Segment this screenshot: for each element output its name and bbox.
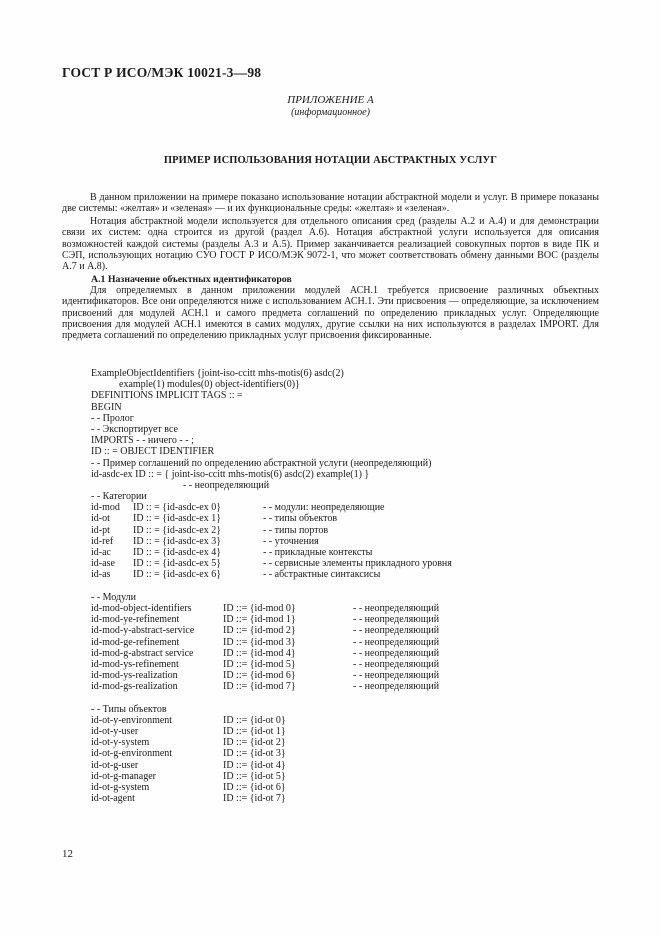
identifier-definition: ID ::= {id-mod 7} (223, 681, 296, 693)
identifier-name: id-mod (91, 502, 120, 514)
code-line: BEGIN (91, 401, 122, 413)
identifier-definition: ID ::= {id-mod 2} (223, 625, 296, 637)
identifier-name: id-ot-g-user (91, 759, 139, 771)
identifier-name: id-ot-g-system (91, 781, 150, 793)
identifier-comment: - - неопределяющий (353, 602, 440, 614)
identifier-comment: - - неопределяющий (353, 681, 440, 693)
identifier-definition: ID ::= {id-ot 4} (223, 759, 286, 771)
identifier-name: id-ac (91, 547, 111, 558)
identifier-name: id-pt (91, 524, 110, 536)
identifier-definition: ID ::= {id-mod 6} (223, 670, 296, 682)
object-type-row (91, 726, 452, 737)
identifier-definition: ID ::= {id-ot 1} (223, 726, 286, 737)
identifier-name: id-mod-g-abstract service (91, 647, 194, 659)
identifier-comment: - - абстрактные синтаксисы (263, 569, 381, 581)
object-type-row (91, 782, 452, 793)
identifier-definition: ID ::= {id-mod 4} (223, 647, 296, 659)
identifier-definition: ID ::= {id-mod 3} (223, 636, 296, 648)
appendix-status: (информационное) (291, 107, 370, 118)
asn1-code-block (91, 368, 452, 804)
identifier-name: id-ot-g-manager (91, 770, 156, 782)
category-row (91, 513, 452, 524)
identifier-name: id-ot-g-environment (91, 748, 173, 760)
identifier-comment: - - неопределяющий (353, 658, 440, 670)
module-row (91, 614, 452, 625)
identifier-name: id-ase (91, 558, 115, 570)
identifier-comment: - - типы портов (263, 524, 329, 536)
code-line: DEFINITIONS IMPLICIT TAGS :: = (91, 390, 243, 402)
identifier-comment: - - уточнения (263, 535, 319, 547)
code-line: ExampleObjectIdentifiers {joint-iso-ccitt mhs-motis(6) asdc(2) (91, 368, 344, 379)
identifier-comment: - - модули: неопределяющие (263, 502, 385, 514)
page-title: ПРИМЕР ИСПОЛЬЗОВАНИЯ НОТАЦИИ АБСТРАКТНЫХ УСЛУГ (163, 155, 498, 166)
identifier-comment: - - прикладные контексты (263, 547, 373, 558)
identifier-name: id-ot-y-user (91, 726, 139, 737)
identifier-name: id-ot-y-environment (91, 714, 173, 726)
identifier-comment: - - неопределяющий (353, 670, 440, 682)
category-row (91, 547, 452, 558)
identifier-name: id-mod-y-abstract-service (91, 625, 195, 637)
code-line: example(1) modules(0) object-identifiers(0)} (119, 379, 300, 391)
category-row (91, 569, 452, 580)
object-type-row (91, 737, 452, 748)
module-row (91, 670, 452, 681)
page-number: 12 (62, 848, 73, 860)
identifier-name: id-ot-y-system (91, 737, 150, 749)
identifier-name: id-mod-ye-refinement (91, 614, 180, 626)
identifier-name: id-mod-ys-refinement (91, 658, 179, 670)
category-row (91, 502, 452, 513)
object-type-row (91, 748, 452, 759)
categories-list (91, 502, 452, 580)
identifier-definition: ID ::= {id-ot 6} (223, 781, 286, 793)
identifier-definition: ID ::= {id-mod 1} (223, 614, 296, 626)
identifier-definition: ID ::= {id-ot 0} (223, 714, 286, 726)
identifier-comment: - - неопределяющий (353, 647, 440, 659)
code-comment: - - Пролог (91, 412, 134, 424)
identifier-definition: ID :: = {id-asdc-ex 2} (133, 524, 221, 536)
identifier-name: id-mod-ys-realization (91, 670, 178, 682)
identifier-comment: - - сервисные элементы прикладного уровня (263, 558, 452, 570)
identifier-definition: ID :: = {id-asdc-ex 0} (133, 502, 221, 514)
identifier-definition: ID ::= {id-mod 5} (223, 658, 296, 670)
category-row (91, 558, 452, 569)
identifier-definition: ID ::= {id-mod 0} (223, 602, 296, 614)
module-row (91, 625, 452, 636)
code-comment: - - Категории (91, 491, 147, 503)
identifier-definition: ID :: = {id-asdc-ex 4} (133, 547, 221, 558)
intro-paragraph-1: В данном приложении на примере показано использование нотации абстрактной модели и услуг. В примере показаны две системы: «желтая» и «зеленая» — и их функциональные среды: «желтая» и «зеленая». (62, 192, 599, 215)
code-comment: - - Пример соглашений по определению абстрактной услуги (неопределяющий) (91, 457, 432, 469)
identifier-definition: ID :: = {id-asdc-ex 6} (133, 569, 221, 581)
identifier-definition: ID ::= {id-ot 2} (223, 737, 286, 749)
module-row (91, 603, 452, 614)
identifier-name: id-ref (91, 535, 114, 547)
identifier-name: id-mod-ge-refinement (91, 636, 180, 648)
identifier-name: id-as (91, 569, 111, 581)
identifier-comment: - - неопределяющий (353, 614, 440, 626)
identifier-definition: ID :: = {id-asdc-ex 3} (133, 535, 221, 547)
module-row (91, 681, 452, 692)
identifier-definition: ID ::= {id-ot 3} (223, 748, 286, 760)
code-line: IMPORTS - - ничего - - ; (91, 435, 194, 447)
identifier-name: id-mod-object-identifiers (91, 602, 192, 614)
document-header: ГОСТ Р ИСО/МЭК 10021-3—98 (62, 65, 262, 80)
module-row (91, 659, 452, 670)
identifier-comment: - - неопределяющий (353, 625, 440, 637)
object-type-row (91, 715, 452, 726)
identifier-comment: - - неопределяющий (353, 636, 440, 648)
identifier-name: id-ot (91, 513, 110, 525)
module-row (91, 637, 452, 648)
identifier-name: id-mod-gs-realization (91, 681, 178, 693)
identifier-definition: ID ::= {id-ot 5} (223, 770, 286, 782)
object-type-row (91, 793, 452, 804)
category-row (91, 536, 452, 547)
code-comment: - - Модули (91, 591, 137, 603)
identifier-definition: ID :: = {id-asdc-ex 1} (133, 513, 221, 525)
code-comment: - - Экспортирует все (91, 423, 178, 435)
category-row (91, 525, 452, 536)
identifier-definition: ID :: = {id-asdc-ex 5} (133, 558, 221, 570)
code-comment: - - Типы объектов (91, 703, 167, 715)
code-line: id-asdc-ex ID :: = { joint-iso-ccitt mhs-motis(6) asdc(2) example(1) } (91, 468, 370, 480)
section-heading: А.1 Назначение объектных идентификаторов (91, 274, 292, 285)
modules-list (91, 603, 452, 693)
object-types-list (91, 715, 452, 805)
intro-paragraph-2: Нотация абстрактной модели используется для отдельного описания сред (разделы А.2 и А.4) и для демонстрации связи их систем: одна строится из другой (раздел А.6). Нотация абстрактной услуги используется для описания возможностей каждой системы (разделы А.3 и А.5). Пример заканчивается реализацией совокупных портов в виде ПК и СЭП, использующих нотацию СУО ГОСТ Р ИСО/МЭК 9072-1, что может соответствовать обмену данными ВОС (разделы А.7 и А.8). (62, 216, 599, 273)
appendix-label: ПРИЛОЖЕНИЕ А (287, 94, 374, 106)
appendix-heading (0, 94, 661, 118)
identifier-name: id-ot-agent (91, 793, 135, 805)
object-type-row (91, 771, 452, 782)
code-line: ID :: = OBJECT IDENTIFIER (91, 446, 215, 458)
object-type-row (91, 760, 452, 771)
identifier-comment: - - типы объектов (263, 513, 338, 525)
module-row (91, 648, 452, 659)
section-paragraph: Для определяемых в данном приложении модулей АСН.1 требуется присвоение различных объектных идентификаторов. Все они определяются ниже с использованием АСН.1. Эти присвоения — определяющие, за исключением присвоений для модулей АСН.1 и самого предмета соглашений по определению прикладных услуг. Определяющие присвоения для модулей АСН.1 имеются в самих модулях, другие ссылки на них используются в разделах IMPORT. Для предмета соглашений по определению прикладных услуг присвоения фиксированные. (62, 285, 599, 342)
code-comment: - - неопределяющий (183, 479, 270, 491)
identifier-definition: ID ::= {id-ot 7} (223, 793, 286, 805)
